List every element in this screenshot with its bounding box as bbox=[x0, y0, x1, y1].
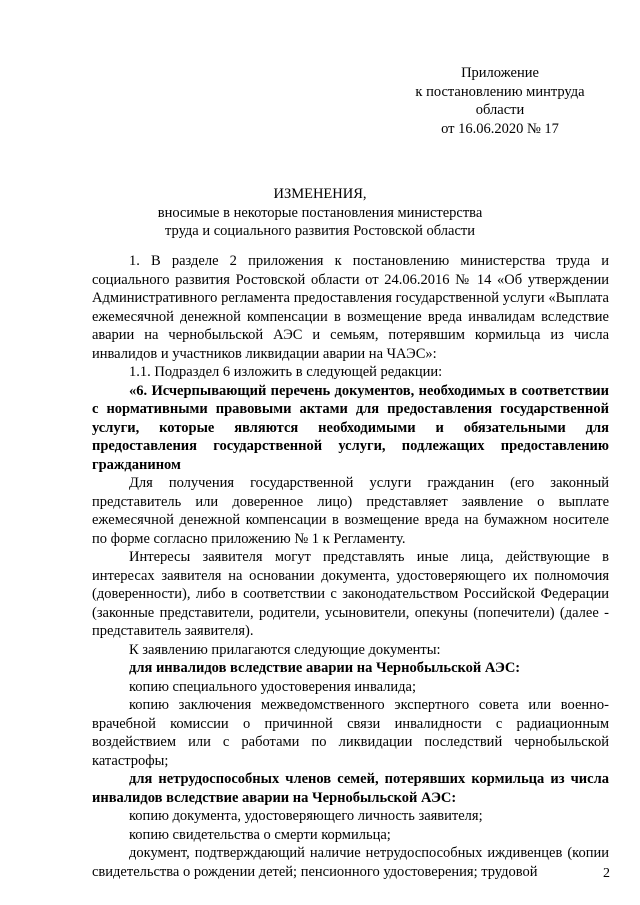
paragraph: Интересы заявителя могут представлять иные лица, действующие в интересах заявителя на основании документа, удостоверяющего их полномочия (доверенности), либо в соответствии с законодательством Российской Федерации (законные представители, родители, усыновители, опекуны (попечители) (далее - представитель заявителя). bbox=[92, 549, 609, 639]
heading-subtitle: труда и социального развития Ростовской области bbox=[165, 223, 475, 239]
appendix-line: Приложение bbox=[461, 65, 539, 81]
document-heading bbox=[90, 185, 550, 241]
list-item: копию заключения межведомственного экспертного совета или военно-врачебной комиссии о причинной связи инвалидности с радиационным воздействием или с работами по ликвидации последствий чернобыльской катастрофы; bbox=[92, 697, 609, 769]
list-item: копию свидетельства о смерти кормильца; bbox=[129, 826, 391, 843]
list-item: копию документа, удостоверяющего личность заявителя; bbox=[129, 808, 483, 824]
appendix-line: к постановлению минтруда bbox=[415, 83, 585, 100]
list-item: документ, подтверждающий наличие нетрудоспособных иждивенцев (копии свидетельства о рождении детей; пенсионного удостоверения; трудовой bbox=[92, 845, 609, 880]
paragraph: 1. В разделе 2 приложения к постановлению министерства труда и социального развития Ростовской области от 24.06.2016 № 14 «Об утверждении Административного регламента предоставления государственной услуги «Выплата ежемесячной денежной компенсации в возмещение вреда инвалидам вследствие аварии на чернобыльской АЭС и семьям, потерявшим кормильца из числа инвалидов и участников ликвидации аварии на ЧАЭС»: bbox=[92, 253, 609, 362]
section-heading: «6. Исчерпывающий перечень документов, необходимых в соответствии с нормативными правовыми актами для предоставления государственной услуги, которые являются необходимыми и обязательными для предоставления государственной услуги, подлежащих предоставлению гражданином bbox=[92, 382, 609, 473]
paragraph: К заявлению прилагаются следующие документы: bbox=[129, 641, 441, 658]
paragraph: Для получения государственной услуги гражданин (его законный представитель или доверенное лицо) представляет заявление о выплате ежемесячной денежной компенсации в возмещение вреда на бумажном носителе по форме согласно приложению № 1 к Регламенту. bbox=[92, 475, 609, 547]
document-body bbox=[92, 252, 609, 881]
appendix-line: области bbox=[475, 102, 525, 118]
paragraph: 1.1. Подраздел 6 изложить в следующей редакции: bbox=[129, 364, 443, 380]
list-item: копию специального удостоверения инвалида; bbox=[129, 678, 416, 695]
page-number: 2 bbox=[603, 866, 610, 881]
heading-subtitle: вносимые в некоторые постановления министерства bbox=[157, 204, 483, 221]
appendix-line: от 16.06.2020 № 17 bbox=[441, 120, 559, 137]
subheading: для инвалидов вследствие аварии на Чернобыльской АЭС: bbox=[129, 660, 521, 676]
heading-title: ИЗМЕНЕНИЯ, bbox=[273, 186, 367, 202]
subheading: для нетрудоспособных членов семей, потерявших кормильца из числа инвалидов вследствие аварии на Чернобыльской АЭС: bbox=[92, 771, 609, 806]
appendix-header bbox=[400, 64, 600, 138]
